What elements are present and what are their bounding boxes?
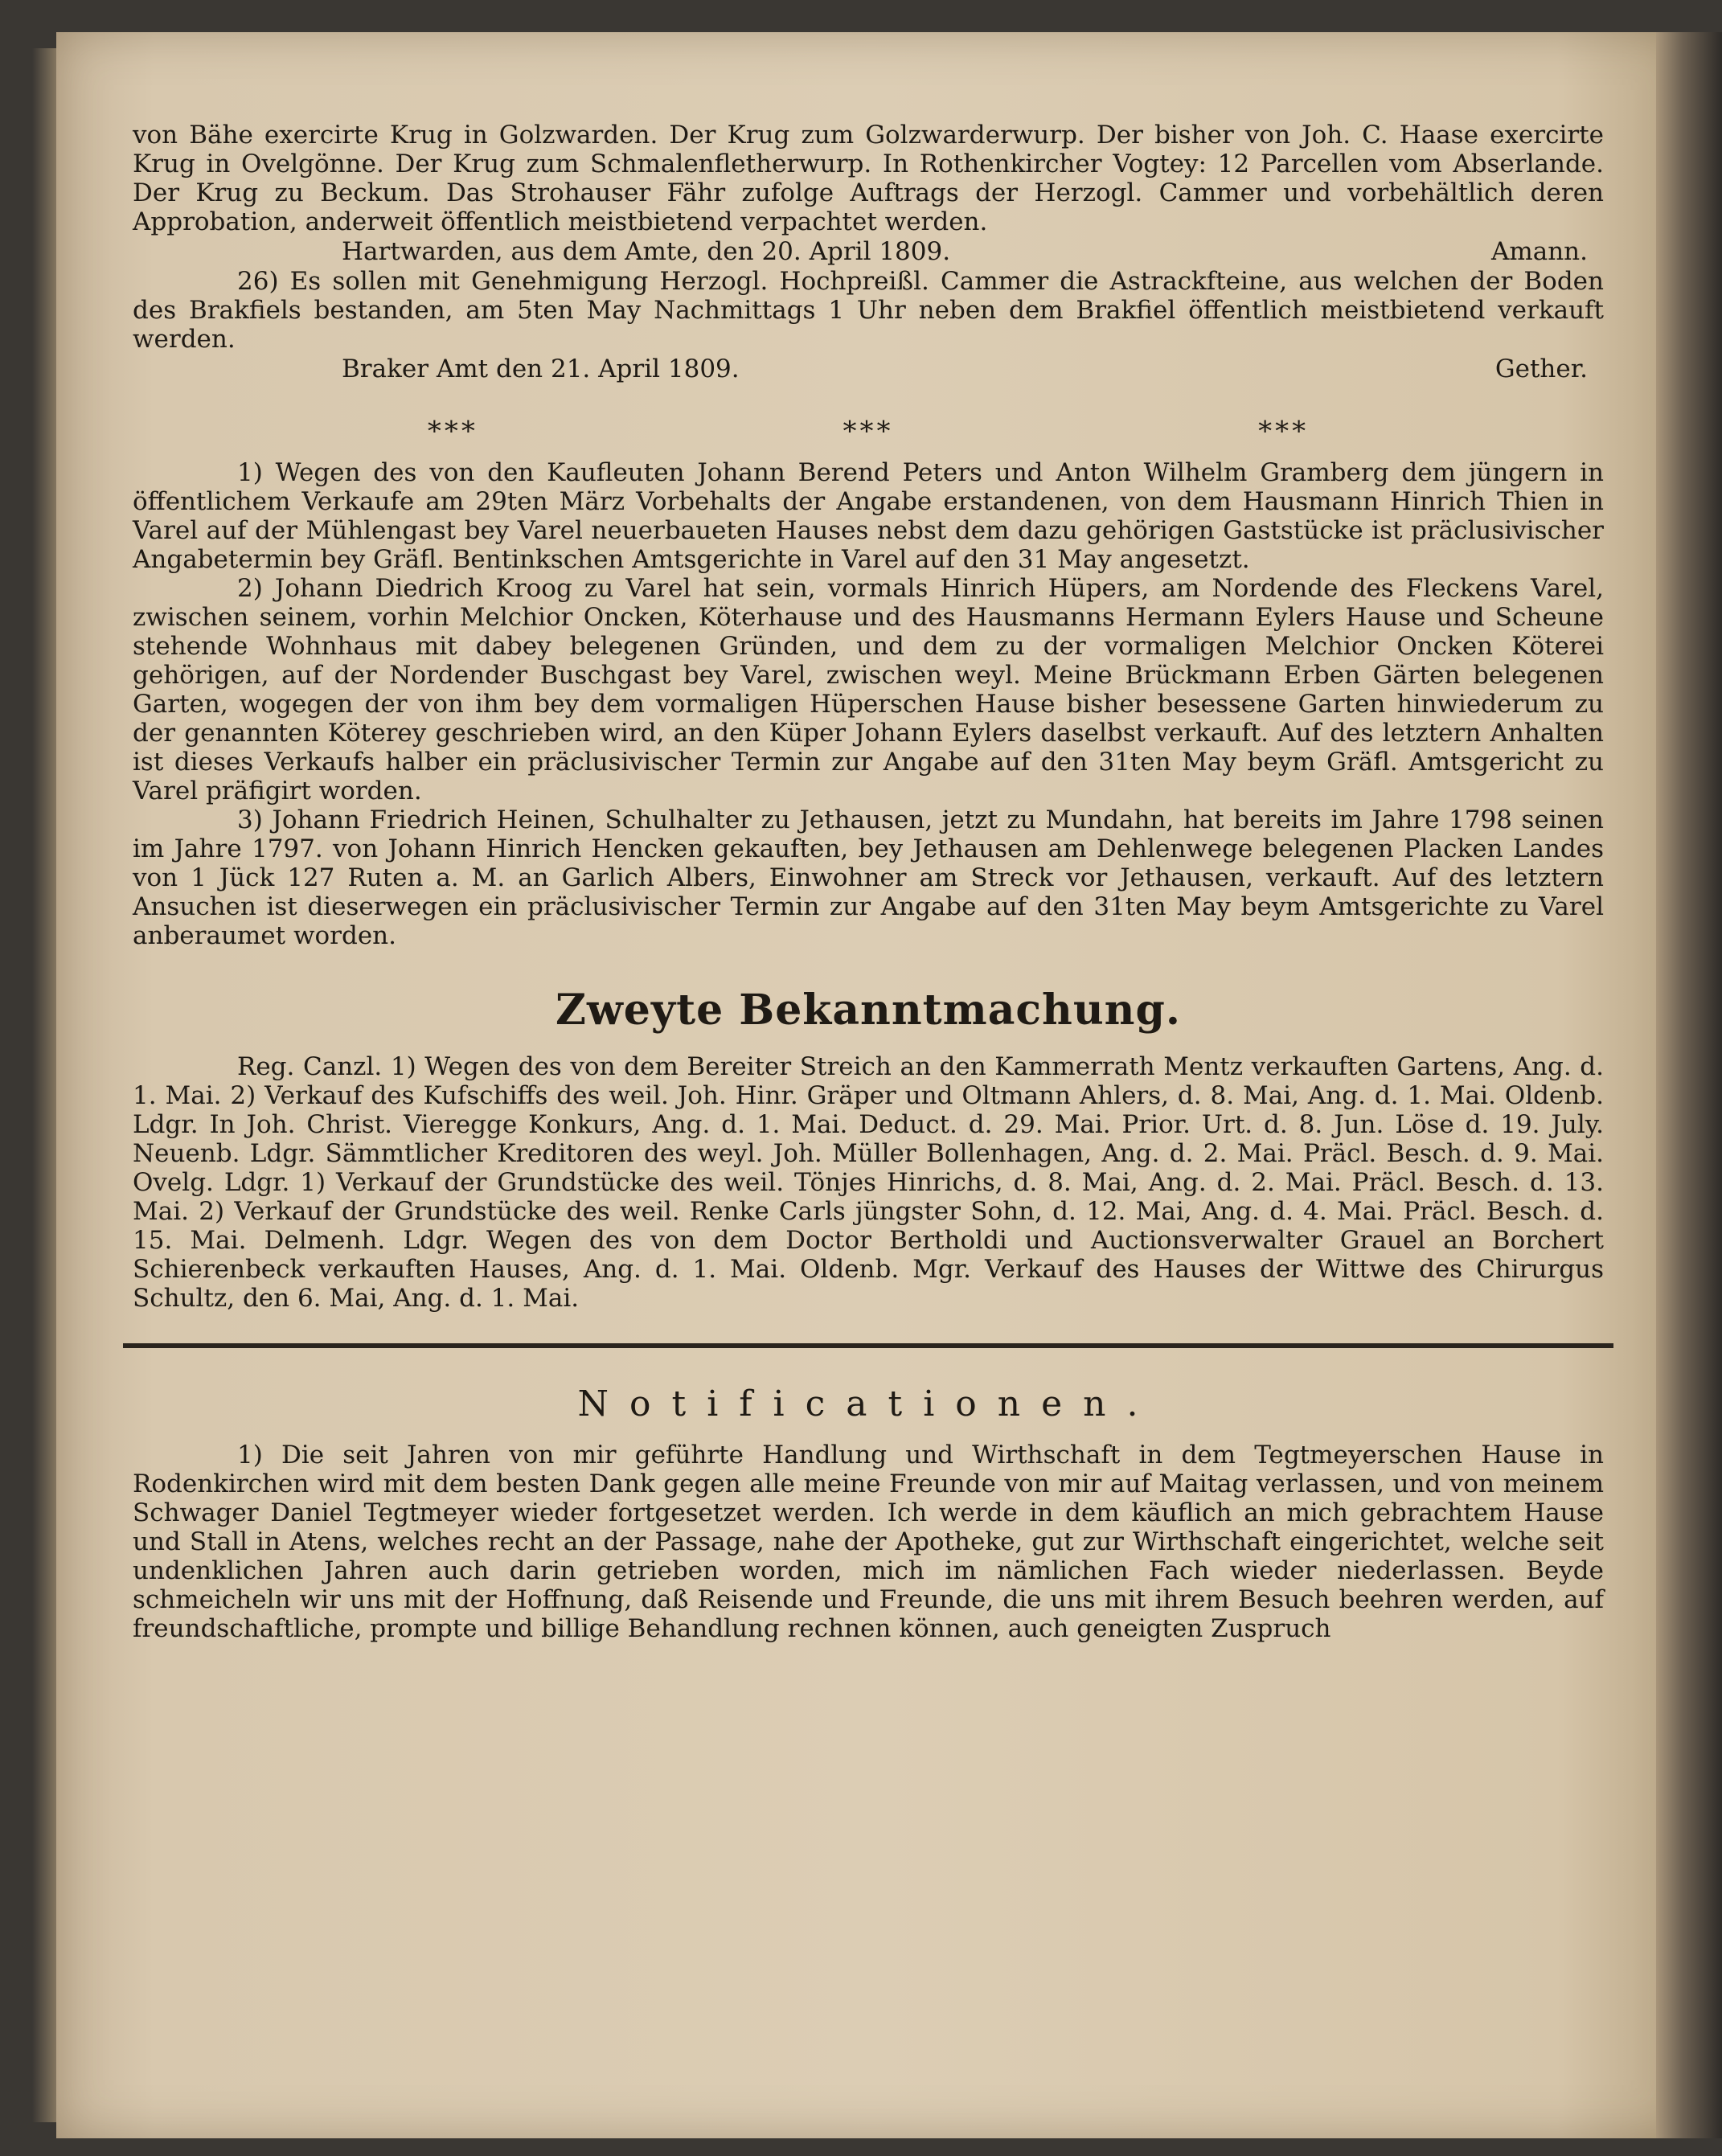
asterism-divider — [245, 407, 1491, 439]
book-gutter — [1656, 32, 1722, 2138]
section-rule — [123, 1343, 1613, 1348]
asterism: ⁎⁎⁎ — [1258, 407, 1310, 439]
section-heading-notificationen: Notificationen. — [577, 1383, 1159, 1424]
page-text — [133, 121, 1604, 1643]
paragraph-bekanntmachung: Reg. Canzl. 1) Wegen des von dem Bereiter Streich an den Kammerrath Mentz verkauften Gartens, Ang. d. 1. Mai. 2) Verkauf des Kufschiffs des weil. Joh. Hinr. Gräper und Oltmann Ahlers, d. 8. Mai, Ang. d. 1. Mai. Oldenb. Ldgr. In Joh. Christ. Vieregge Konkurs, Ang. d. 1. Mai. Deduct. d. 29. Mai. Prior. Urt. d. 8. Jun. Löse d. 19. July. Neuenb. Ldgr. Sämmtlicher Kreditoren des weyl. Joh. Müller Bollenhagen, Ang. d. 2. Mai. Präcl. Besch. d. 9. Mai. Ovelg. Ldgr. 1) Verkauf der Grundstücke des weil. Tönjes Hinrichs, d. 8. Mai, Ang. d. 2. Mai. Präcl. Besch. d. 13. Mai. 2) Verkauf der Grundstücke des weil. Renke Carls jüngster Sohn, d. 12. Mai, Ang. d. 4. Mai. Präcl. Besch. d. 15. Mai. Delmenh. Ldgr. Wegen des von dem Doctor Bertholdi und Auctionsverwalter Grauel an Borchert Schierenbeck verkauften Hauses, Ang. d. 1. Mai. Oldenb. Mgr. Verkauf des Hauses der Wittwe des Chirurgus Schultz, den 6. Mai, Ang. d. 1. Mai. — [133, 1052, 1604, 1313]
item-3: 3) Johann Friedrich Heinen, Schulhalter zu Jethausen, jetzt zu Mundahn, hat bereits im Jahre 1798 seinen im Jahre 1797. von Johann Hinrich Hencken gekauften, bey Jethausen am Dehlenwege belegenen Placken Landes von 1 Jück 127 Ruten a. M. an Garlich Albers, Einwohner am Streck vor Jethausen, verkauft. Auf des letztern Ansuchen ist dieserwegen ein präclusivischer Termin zur Angabe auf den 31ten May beym Amtsgerichte zu Varel anberaumet worden. — [133, 805, 1604, 950]
paragraph-notification-1: 1) Die seit Jahren von mir geführte Handlung und Wirthschaft in dem Tegtmeyerschen Hause in Rodenkirchen wird mit dem besten Dank gegen alle meine Freunde von mir auf Maitag verlassen, und von meinem Schwager Daniel Tegtmeyer wieder fortgesetzet werden. Ich werde in dem käuflich an mich gebrachtem Hause und Stall in Atens, welches recht an der Passage, nahe der Apotheke, gut zur Wirthschaft eingerichtet, welche seit undenklichen Jahren auch darin getrieben worden, mich im nämlichen Fach wieder niederlassen. Beyde schmeicheln wir uns mit der Hoffnung, daß Reisende und Freunde, die uns mit ihrem Besuch beehren werden, auf freundschaftliche, prompte und billige Behandlung rechnen können, auch geneigten Zuspruch — [133, 1441, 1604, 1643]
item-2: 2) Johann Diedrich Kroog zu Varel hat sein, vormals Hinrich Hüpers, am Nordende des Fleckens Varel, zwischen seinem, vorhin Melchior Oncken, Köterhause und des Hausmanns Hermann Eylers Hause und Scheune stehende Wohnhaus mit dabey belegenen Gründen, und dem zu der vormaligen Melchior Oncken Köterei gehörigen, auf der Nordender Buschgast bey Varel, zwischen weyl. Meine Brückmann Erben Gärten belegenen Garten, wogegen der von ihm bey dem vormaligen Hüperschen Hause bisher besessene Garten hinwiederum zu der genannten Köterey geschrieben wird, an den Küper Johann Eylers daselbst verkauft. Auf des letztern Anhalten ist dieses Verkaufs halber ein präclusivischer Termin zur Angabe auf den 31ten May beym Gräfl. Amtsgericht zu Varel präfigirt worden. — [133, 574, 1604, 805]
paragraph-krug-list: von Bähe exercirte Krug in Golzwarden. Der Krug zum Golzwarderwurp. Der bisher von Joh. C. Haase exercirte Krug in Ovelgönne. Der Krug zum Schmalenfletherwurp. In Rothenkircher Vogtey: 12 Parcellen vom Abserlande. Der Krug zu Beckum. Das Strohauser Fähr zufolge Auftrags der Herzogl. Cammer und vorbehältlich deren Approbation, anderweit öffentlich meistbietend verpachtet werden. — [133, 121, 1604, 236]
signature-hartwarden — [133, 236, 1604, 267]
section-heading-zweyte-bekanntmachung: Zweyte Bekanntmachung. — [556, 986, 1181, 1035]
paragraph-26: 26) Es sollen mit Genehmigung Herzogl. Hochpreißl. Cammer die Astrackfteine, aus welchen der Boden des Brakfiels bestanden, am 5ten May Nachmittags 1 Uhr neben dem Brakfiel öffentlich meistbietend verkauft werden. — [133, 267, 1604, 354]
signature-name: Amann. — [1490, 237, 1588, 266]
asterism: ⁎⁎⁎ — [427, 407, 478, 439]
item-1: 1) Wegen des von den Kaufleuten Johann Berend Peters und Anton Wilhelm Gramberg dem jüngern in öffentlichem Verkaufe am 29ten März Vorbehalts der Angabe erstandenen, von dem Hausmann Hinrich Thien in Varel auf der Mühlengast bey Varel neuerbaueten Hauses nebst dem dazu gehörigen Gaststücke ist präclusivischer Angabetermin bey Gräfl. Bentinkschen Amtsgerichte in Varel auf den 31 May angesetzt. — [133, 458, 1604, 574]
signature-name: Gether. — [1494, 355, 1588, 383]
asterism: ⁎⁎⁎ — [843, 407, 894, 439]
signature-place-date: Hartwarden, aus dem Amte, den 20. April 1809. — [342, 237, 951, 266]
signature-braker — [133, 354, 1604, 384]
signature-place-date: Braker Amt den 21. April 1809. — [342, 355, 740, 383]
